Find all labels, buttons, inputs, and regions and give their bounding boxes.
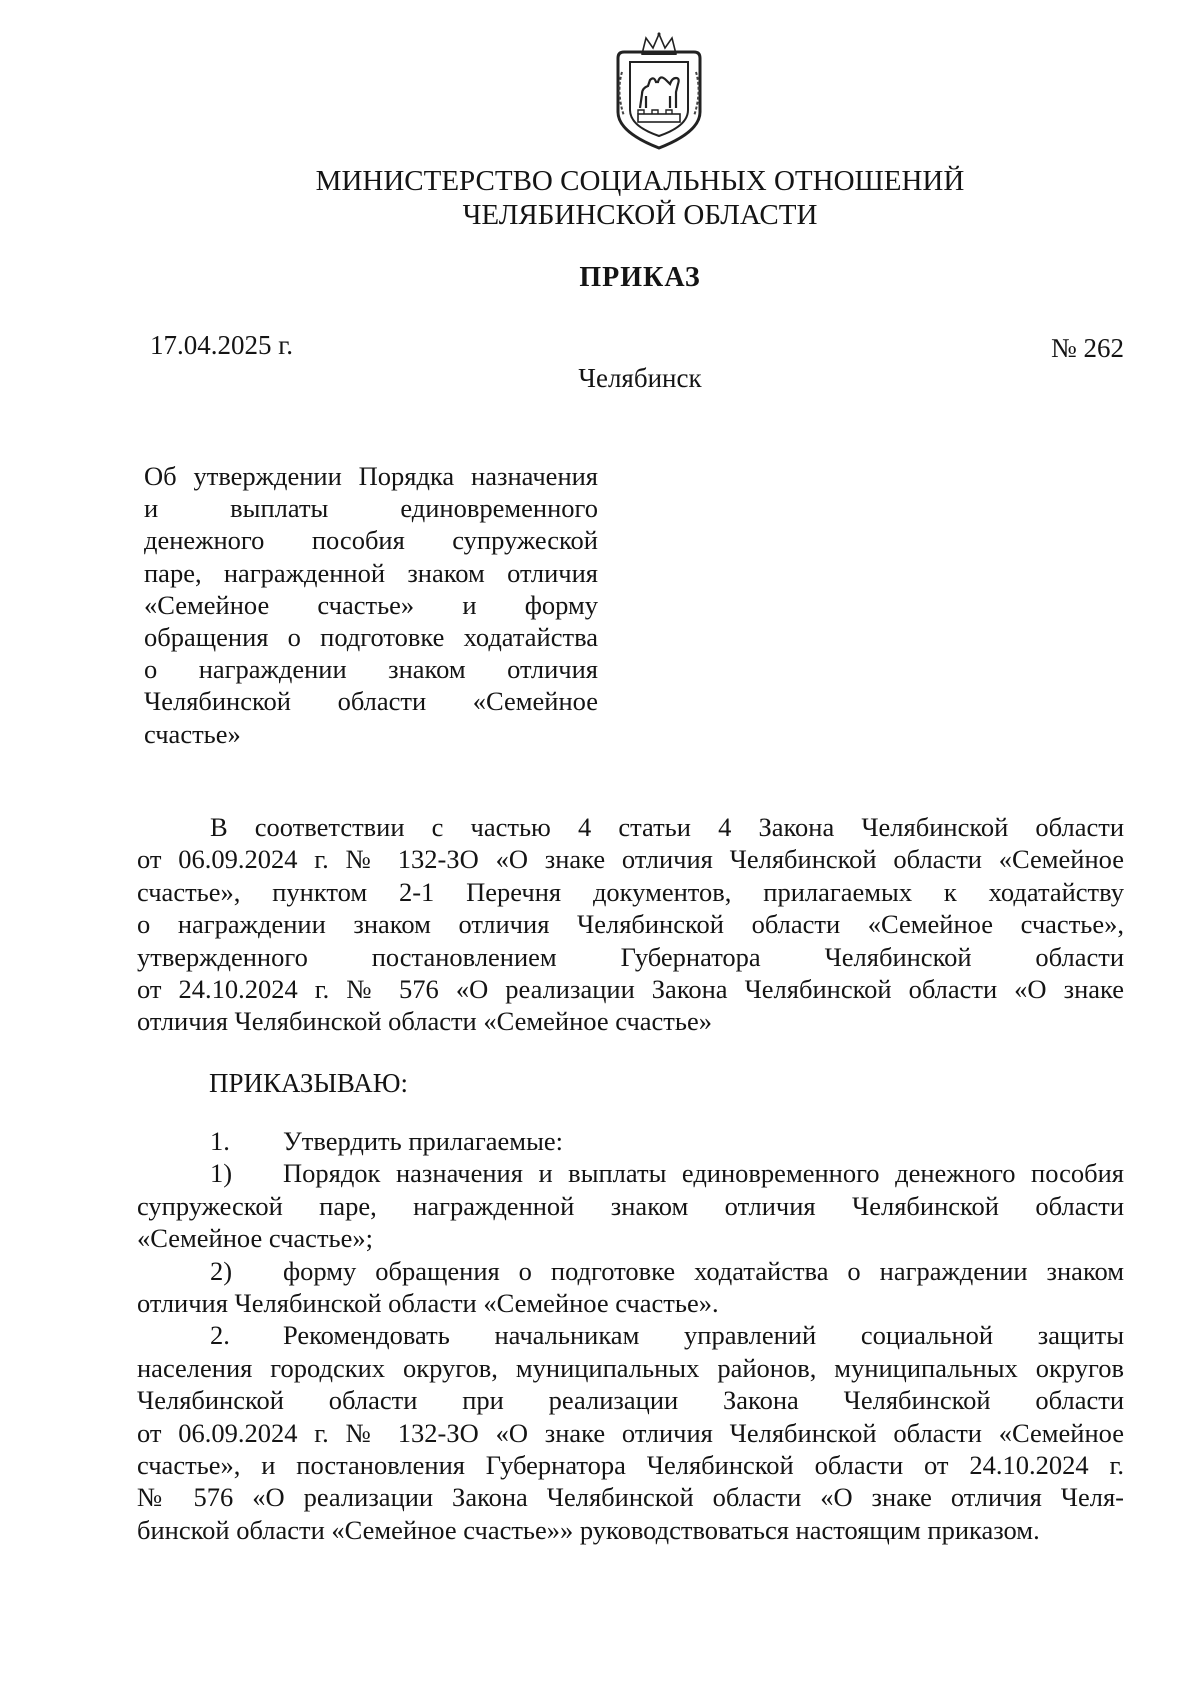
preamble-line: отличия Челябинской области «Семейное счастье» xyxy=(137,1006,712,1037)
subitem-2-line: отличия Челябинской области «Семейное счастье». xyxy=(137,1288,719,1319)
subitem-1-line: супружеской паре, награжденной знаком отличия Челябинской области xyxy=(137,1190,1124,1221)
order-subject xyxy=(144,460,598,750)
item-number: 2. xyxy=(210,1320,230,1351)
order-items xyxy=(137,1125,1124,1546)
subitem-1-line xyxy=(137,1157,1124,1189)
subitem-text: Порядок назначения и выплаты единовременного денежного пособия xyxy=(283,1158,1124,1189)
subject-line: паре, награжденной знаком отличия xyxy=(144,557,598,588)
item-2-line: населения городских округов, муниципальных районов, муниципальных округов xyxy=(137,1352,1124,1383)
subitem-text: форму обращения о подготовке ходатайства о награждении знаком xyxy=(283,1255,1124,1286)
ministry-name-line2: ЧЕЛЯБИНСКОЙ ОБЛАСТИ xyxy=(462,199,818,231)
order-date: 17.04.2025 г. xyxy=(150,330,294,360)
preamble-line: от 06.09.2024 г. № 132-ЗО «О знаке отличия Челябинской области «Семейное xyxy=(137,844,1124,875)
subject-line: обращения о подготовке ходатайства xyxy=(144,622,598,653)
item-2-line: бинской области «Семейное счастье»» руководствоваться настоящим приказом. xyxy=(137,1514,1040,1545)
subitem-number: 2) xyxy=(210,1255,233,1286)
city: Челябинск xyxy=(578,363,702,393)
preamble-paragraph xyxy=(137,811,1124,1038)
order-number: № 262 xyxy=(1050,333,1124,363)
subitem-2-line xyxy=(137,1255,1124,1287)
preamble-line: В соответствии с частью 4 статьи 4 Закона Челябинской области xyxy=(210,812,1124,842)
item-number: 1. xyxy=(210,1126,230,1156)
subject-line: «Семейное счастье» и форму xyxy=(144,589,598,620)
order-directive-word: ПРИКАЗЫВАЮ: xyxy=(209,1068,408,1098)
item-text: Рекомендовать начальникам управлений социальной защиты xyxy=(283,1320,1124,1351)
preamble-line: о награждении знаком отличия Челябинской области «Семейное счастье», xyxy=(137,909,1124,940)
item-2-line: № 576 «О реализации Закона Челябинской области «О знаке отличия Челя- xyxy=(137,1482,1124,1513)
subject-line: о награждении знаком отличия xyxy=(144,654,598,685)
subject-line: Об утверждении Порядка назначения xyxy=(144,461,598,491)
preamble-line: счастье», пунктом 2-1 Перечня документов, прилагаемых к ходатайству xyxy=(137,876,1124,907)
subject-line: и выплаты единовременного xyxy=(144,493,598,524)
ministry-name-line1: МИНИСТЕРСТВО СОЦИАЛЬНЫХ ОТНОШЕНИЙ xyxy=(315,165,965,197)
chelyabinsk-coat-of-arms-icon xyxy=(612,32,706,150)
subitem-1-line: «Семейное счастье»; xyxy=(137,1223,373,1254)
preamble-line: утвержденного постановлением Губернатора Челябинской области xyxy=(137,941,1124,972)
preamble-line: от 24.10.2024 г. № 576 «О реализации Закона Челябинской области «О знаке xyxy=(137,974,1124,1005)
subitem-number: 1) xyxy=(210,1158,233,1189)
item-1 xyxy=(137,1125,1124,1157)
item-2-line xyxy=(137,1319,1124,1351)
subject-line: денежного пособия супружеской xyxy=(144,525,598,556)
subject-line: счастье» xyxy=(144,718,241,749)
item-2-line: Челябинской области при реализации Закона Челябинской области xyxy=(137,1385,1124,1416)
subject-line: Челябинской области «Семейное xyxy=(144,686,598,717)
document-type-title: ПРИКАЗ xyxy=(579,262,701,293)
item-2-line: от 06.09.2024 г. № 132-ЗО «О знаке отличия Челябинской области «Семейное xyxy=(137,1417,1124,1448)
item-2-line: счастье», и постановления Губернатора Челябинской области от 24.10.2024 г. xyxy=(137,1450,1124,1481)
item-text: Утвердить прилагаемые: xyxy=(283,1126,564,1156)
